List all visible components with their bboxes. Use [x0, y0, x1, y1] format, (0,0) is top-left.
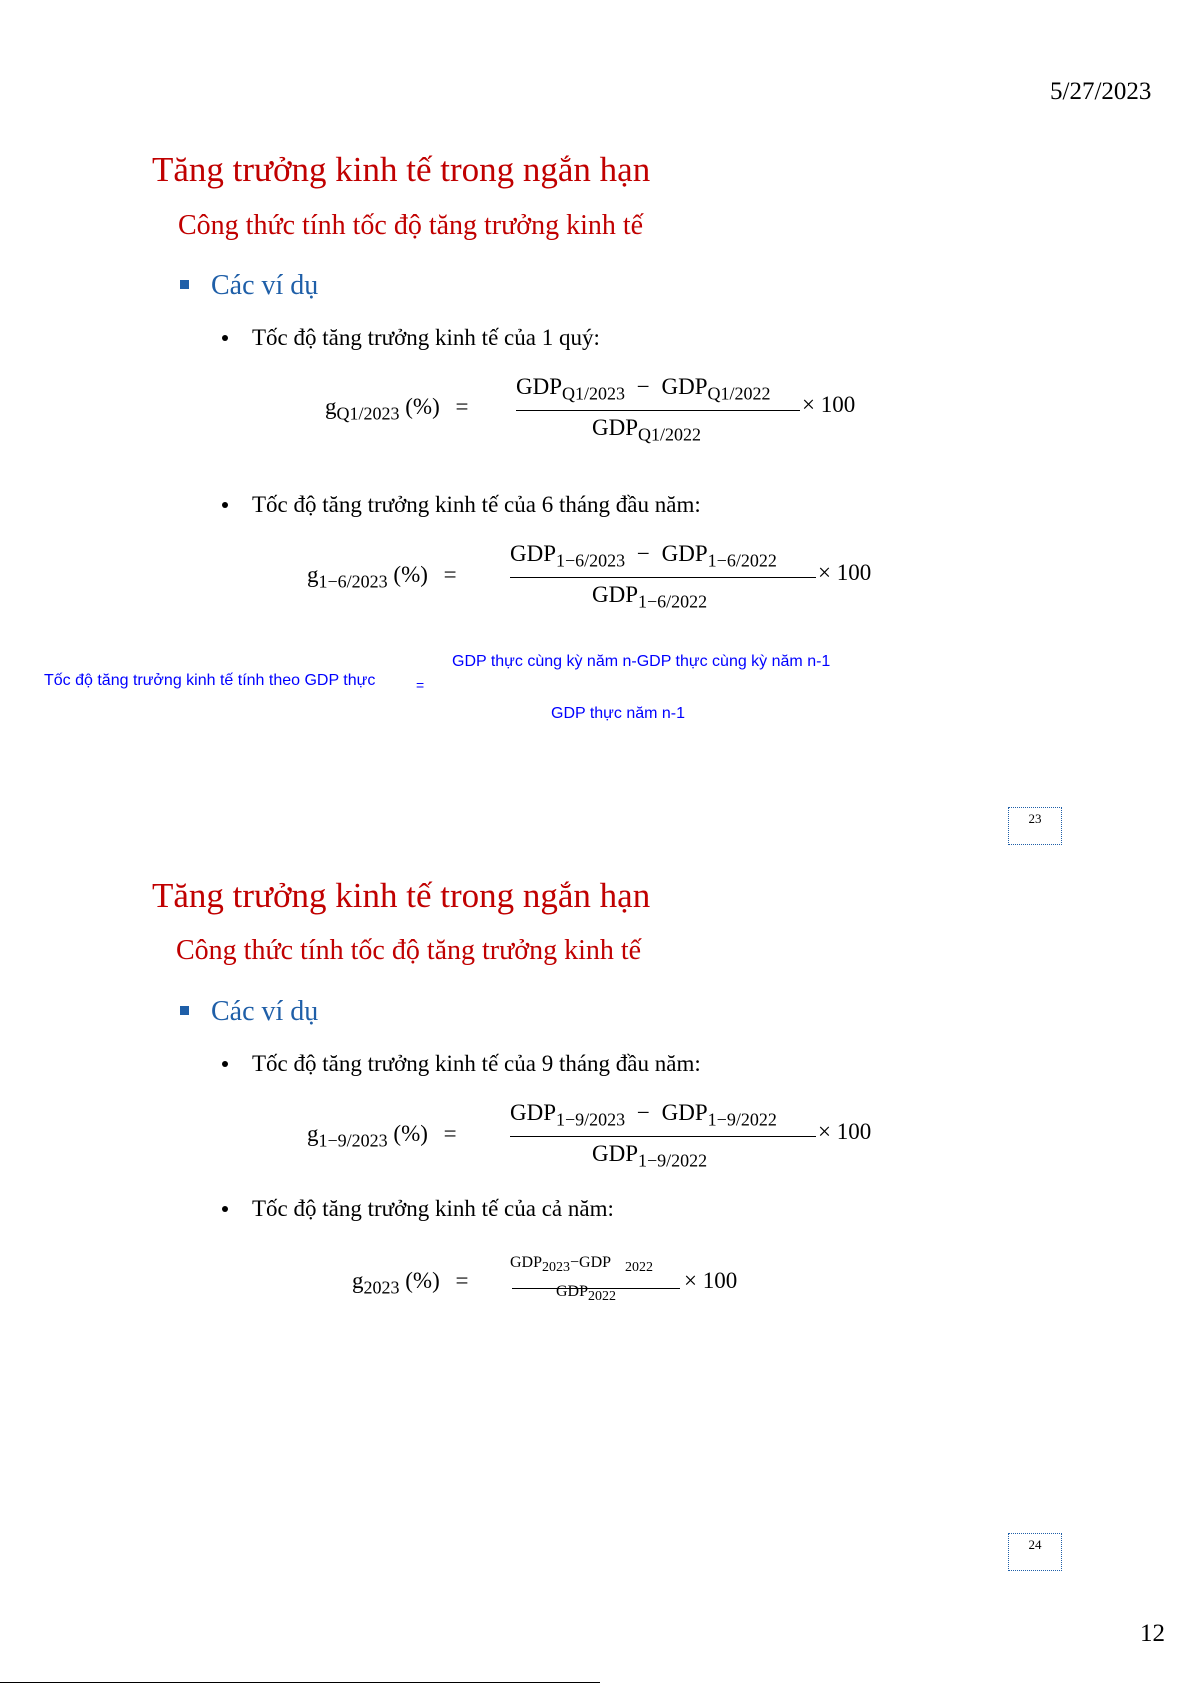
- bullet-dot-icon: [222, 1206, 228, 1212]
- square-bullet-icon: [180, 1006, 189, 1015]
- formula-3-fraction-bar: [510, 1136, 816, 1137]
- slide-number-23: 23: [1008, 807, 1062, 845]
- note-denominator: GDP thực năm n-1: [551, 705, 686, 722]
- formula-2-fraction-bar: [510, 577, 816, 578]
- formula-1-times: × 100: [802, 392, 856, 417]
- formula-1-numerator: $GDP_{Q1/2023} - GDP_{Q1/2022}$: [516, 374, 771, 404]
- slide-24-item-1: Tốc độ tăng trưởng kinh tế của 9 tháng đầu năm:: [222, 1051, 701, 1077]
- bottom-divider: [0, 1682, 600, 1683]
- note-numerator: GDP thực cùng kỳ năm n-GDP thực cùng kỳ năm n-1: [452, 653, 831, 670]
- formula-2-times: × 100: [818, 560, 872, 585]
- bullet-dot-icon: [222, 502, 228, 508]
- slide-23-title: Tăng trưởng kinh tế trong ngắn hạn: [152, 150, 651, 189]
- slide-24-subtitle: Công thức tính tốc độ tăng trưởng kinh tế: [176, 935, 642, 966]
- formula-2-denominator: $GDP_{1-6/2022}$: [592, 582, 708, 612]
- formula-4-numerator: $GDP_{2023}-GDP$ $_{2022}$: [510, 1254, 654, 1276]
- slide-23-subtitle: Công thức tính tốc độ tăng trưởng kinh tế: [178, 210, 644, 241]
- page-date: 5/27/2023: [1050, 78, 1152, 105]
- page-number: 12: [1140, 1620, 1165, 1647]
- bullet-dot-icon: [222, 335, 228, 341]
- formula-4-times: × 100: [684, 1268, 738, 1293]
- formula-3-numerator: $GDP_{1-9/2023} - GDP_{1-9/2022}$: [510, 1100, 777, 1130]
- slide-23-item-1: Tốc độ tăng trưởng kinh tế của 1 quý:: [222, 325, 600, 351]
- formula-3-denominator: $GDP_{1-9/2022}$: [592, 1141, 708, 1171]
- formula-4-denominator: $GDP_{2022}$: [556, 1283, 617, 1305]
- slide-24-title: Tăng trưởng kinh tế trong ngắn hạn: [152, 876, 651, 915]
- formula-2-numerator: $GDP_{1-6/2023} - GDP_{1-6/2022}$: [510, 541, 777, 571]
- slide-number-24: 24: [1008, 1533, 1062, 1571]
- bullet-dot-icon: [222, 1061, 228, 1067]
- note-equals: =: [416, 677, 425, 693]
- formula-1-denominator: $GDP_{Q1/2022}$: [592, 415, 702, 445]
- slide-23-section: Các ví dụ: [180, 270, 318, 302]
- formula-1-lhs: $g_{Q1/2023}$ (%) =: [325, 394, 469, 424]
- formula-4-lhs: $g_{2023}$ (%) =: [352, 1268, 469, 1298]
- formula-1-fraction-bar: [516, 410, 800, 411]
- square-bullet-icon: [180, 280, 189, 289]
- slide-23-item-2: Tốc độ tăng trưởng kinh tế của 6 tháng đầu năm:: [222, 492, 701, 518]
- formula-2-lhs: $g_{1-6/2023}$ (%) =: [307, 562, 457, 592]
- formula-3-times: × 100: [818, 1119, 872, 1144]
- note-left-text: Tốc độ tăng trưởng kinh tế tính theo GDP thực: [44, 672, 376, 689]
- slide-24-item-2: Tốc độ tăng trưởng kinh tế của cả năm:: [222, 1196, 614, 1222]
- slide-24-section: Các ví dụ: [180, 996, 318, 1028]
- formula-3-lhs: $g_{1-9/2023}$ (%) =: [307, 1121, 457, 1151]
